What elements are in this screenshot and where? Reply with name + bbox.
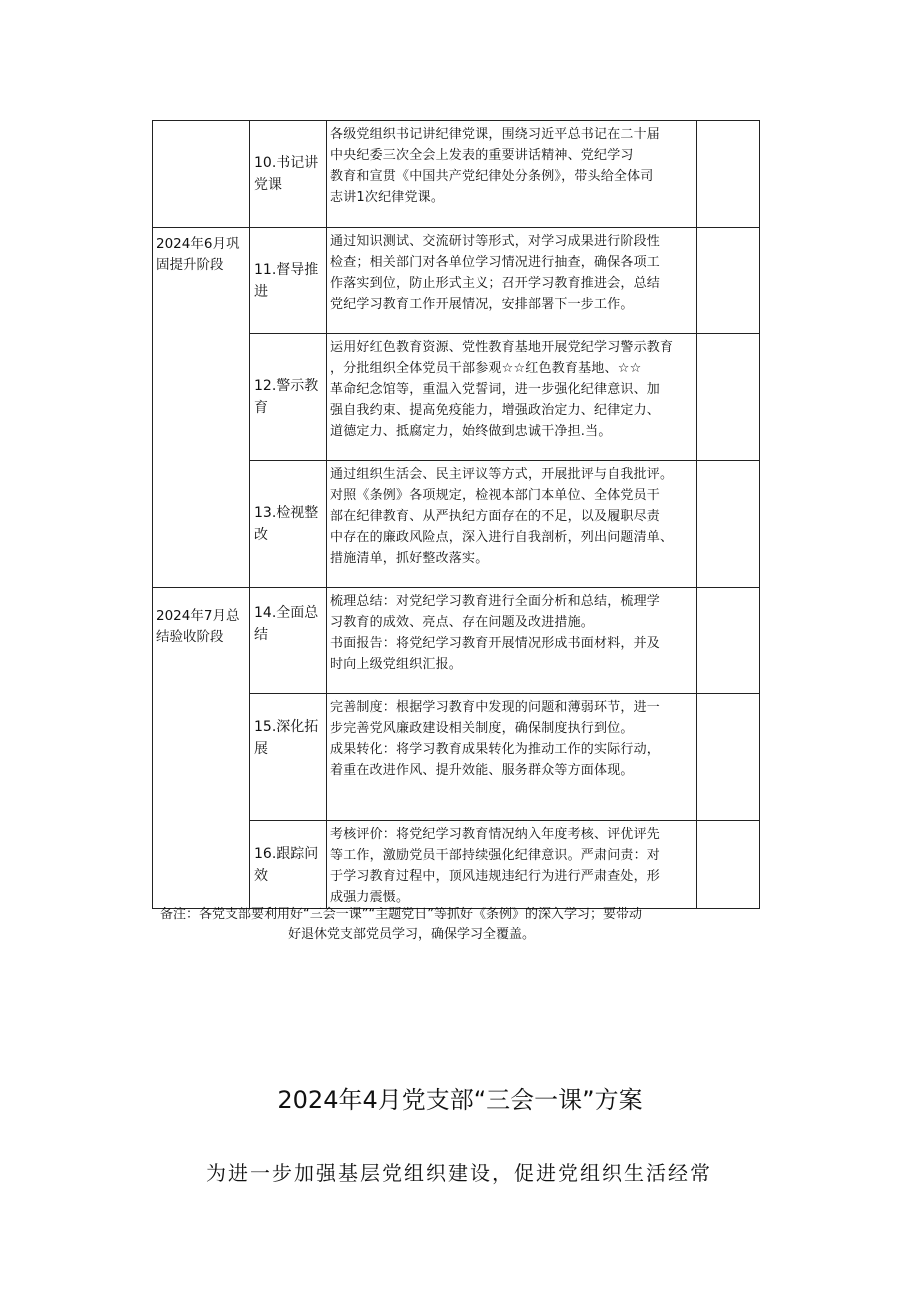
content-line: 于学习教育过程中，顶风违规违纪行为进行严肃查处，形 [330,869,661,884]
item-label: 13.检视整改 [254,505,319,543]
content-line: 强自我约束、提高免疫能力，增强政治定力、纪律定力、 [330,403,661,418]
stage-label: 2024年6月巩固提升阶段 [156,236,240,273]
item-label: 11.督导推进 [254,261,319,300]
content-cell [327,121,697,228]
content-line: 时向上级党组织汇报。 [330,657,463,672]
content-line: 中存在的廉政风险点，深入进行自我剖析，列出问题清单、 [330,530,674,545]
content-line: 作落实到位，防止形式主义；召开学习教育推进会，总结 [330,276,661,291]
item-cell [250,588,327,694]
content-cell [327,821,697,909]
remark-cell [697,334,760,461]
note-line-1: 备注：各党支部要利用好“三会一课”“主题党日”等抓好《条例》的深入学习；要带动 [160,907,642,922]
item-cell [250,694,327,821]
note-line-2: 好退休党支部党员学习，确保学习全覆盖。 [288,927,536,942]
intro-paragraph: 为进一步加强基层党组织建设，促进党组织生活经常 [206,1161,712,1185]
item-cell [250,121,327,228]
content-line: 党纪学习教育工作开展情况，安排部署下一步工作。 [330,297,634,312]
stage-cell-july [153,588,250,909]
stage-label: 2024年7月总结验收阶段 [156,608,240,645]
content-line: 步完善党风廉政建设相关制度，确保制度执行到位。 [330,721,634,736]
remark-cell [697,121,760,228]
item-label: 12.警示教育 [254,378,319,416]
remark-cell [697,694,760,821]
content-line: 教育和宣贯《中国共产党纪律处分条例》，带头给全体司 [330,169,654,184]
table-row [153,121,760,228]
table-note [160,905,760,945]
item-cell [250,821,327,909]
content-cell [327,588,697,694]
remark-cell [697,821,760,909]
item-label: 14.全面总结 [254,605,319,643]
remark-cell [697,228,760,334]
content-line: 运用好红色教育资源、党性教育基地开展党纪学习警示教育 [330,340,674,355]
content-line: 中央纪委三次全会上发表的重要讲话精神、党纪学习 [330,148,634,163]
content-line: 革命纪念馆等，重温入党誓词，进一步强化纪律意识、加 [330,382,661,397]
content-cell [327,694,697,821]
content-line: 成果转化：将学习教育成果转化为推动工作的实际行动， [330,742,661,757]
item-cell [250,228,327,334]
content-line: 志讲1次纪律党课。 [330,190,445,205]
stage-cell [153,121,250,228]
item-label: 15.深化拓展 [254,719,319,757]
stage-cell-june [153,228,250,588]
study-plan-table [152,120,760,909]
remark-cell [697,588,760,694]
content-line: 部在纪律教育、从严执纪方面存在的不足，以及履职尽责 [330,509,661,524]
content-line: 等工作，激励党员干部持续强化纪律意识。严肃问责：对 [330,848,661,863]
content-line: 通过知识测试、交流研讨等形式，对学习成果进行阶段性 [330,234,661,249]
content-cell [327,228,697,334]
content-line: 着重在改进作风、提升效能、服务群众等方面体现。 [330,763,634,778]
content-cell [327,334,697,461]
content-line: 梳理总结：对党纪学习教育进行全面分析和总结，梳理学 [330,594,661,609]
content-line: 完善制度：根据学习教育中发现的问题和薄弱环节，进一 [330,700,661,715]
content-line: 对照《条例》各项规定，检视本部门本单位、全体党员干 [330,488,661,503]
content-line: 考核评价：将党纪学习教育情况纳入年度考核、评优评先 [330,827,661,842]
content-line: 道德定力、抵腐定力，始终做到忠诚干净担.当。 [330,424,612,439]
item-label: 16.跟踪问效 [254,845,319,884]
table-row [153,228,760,334]
document-title: 2024年4月党支部“三会一课”方案 [277,1086,643,1114]
content-line: 习教育的成效、亮点、存在问题及改进措施。 [330,615,595,630]
content-line: 书面报告：将党纪学习教育开展情况形成书面材料，并及 [330,636,661,651]
item-cell [250,461,327,588]
content-line: 成强力震慑。 [330,890,410,905]
item-cell [250,334,327,461]
content-line: 措施清单，抓好整改落实。 [330,551,489,566]
content-line: 各级党组织书记讲纪律党课，围绕习近平总书记在二十届 [330,127,661,142]
content-line: 检查；相关部门对各单位学习情况进行抽查，确保各项工 [330,255,661,270]
item-label: 10.书记讲党课 [254,155,319,193]
content-cell [327,461,697,588]
table-row [153,588,760,694]
content-line: 通过组织生活会、民主评议等方式，开展批评与自我批评。 [330,467,674,482]
remark-cell [697,461,760,588]
content-line: ，分批组织全体党员干部参观☆☆红色教育基地、☆☆ [330,361,642,376]
